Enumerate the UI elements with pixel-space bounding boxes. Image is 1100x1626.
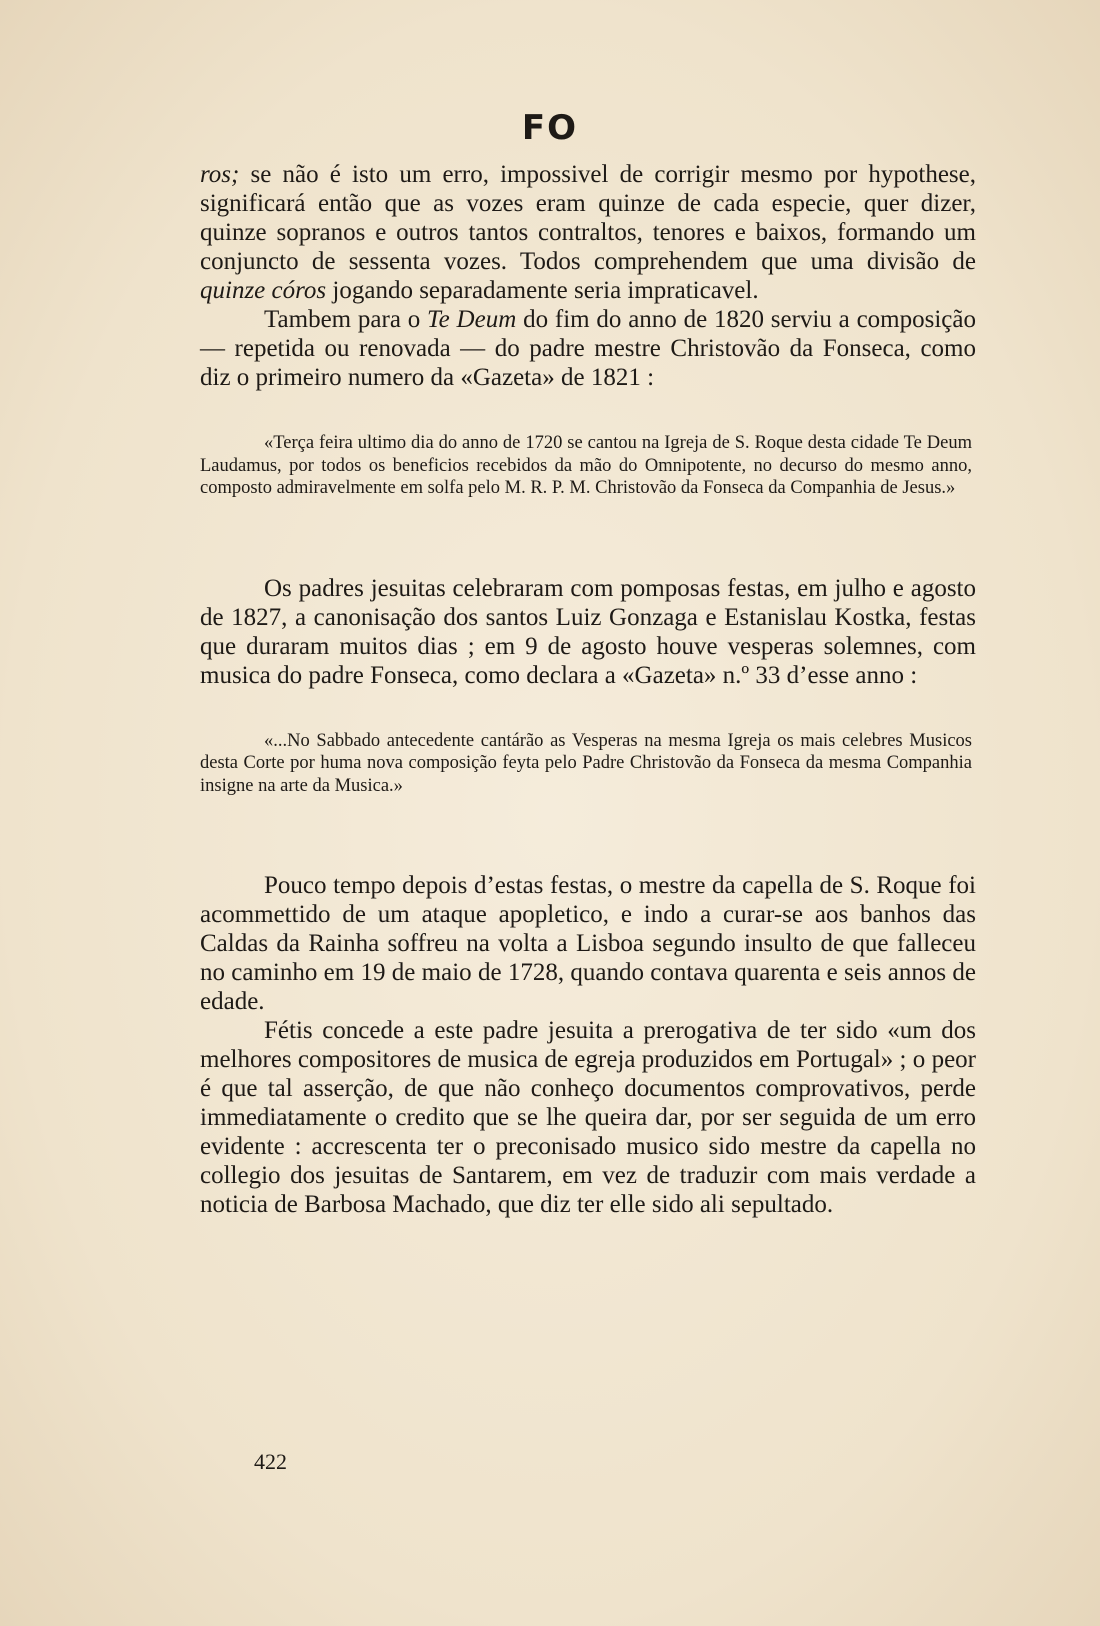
italic-fragment: quinze córos	[200, 277, 327, 304]
quotation-1: «Terça feira ultimo dia do anno de 1720 se cantou na Igreja de S. Roque desta cidade Te Deum Laudamus, por todos os beneficios recebidos da mão do Omnipotente, no decurso do mesmo anno, composto admiravelmente em solfa pelo M. R. P. M. Christovão da Fonseca da Companhia de Jesus.»	[200, 433, 972, 498]
text-fragment: Tambem para o	[264, 306, 428, 333]
quotation-2: «...No Sabbado antecedente cantárão as Vesperas na mesma Igreja os mais celebres Musicos desta Corte por huma nova composição feyta pelo Padre Christovão da Fonseca da mesma Companhia insigne na arte da Musica.»	[200, 730, 972, 796]
text-fragment: do fim do anno de 1820 serviu a composição — repetida ou renovada — do padre mestre Christovão da Fonseca, como diz o primeiro numero da «Gazeta» de 1821 :	[200, 306, 976, 391]
paragraph-1	[200, 160, 976, 305]
paragraph-5: Fétis concede a este padre jesuita a prerogativa de ter sido «um dos melhores compositores de musica de egreja produzidos em Portugal» ; o peor é que tal asserção, de que não conheço documentos comprovativos, perde immediatamente o credito que se lhe queira dar, por ser seguida de um erro evidente : accrescenta ter o preconisado musico sido mestre da capella no collegio dos jesuitas de Santarem, em vez de traduzir com mais verdade a noticia de Barbosa Machado, que diz ter elle sido ali sepultado.	[200, 1017, 976, 1218]
paragraph-3: Os padres jesuitas celebraram com pomposas festas, em julho e agosto de 1827, a canonisação dos santos Luiz Gonzaga e Estanislau Kostka, festas que duraram muitos dias ; em 9 de agosto houve vesperas solemnes, com musica do padre Fonseca, como declara a «Gazeta» n.º 33 d’esse anno :	[200, 574, 976, 689]
page-number: 422	[254, 1449, 287, 1474]
paragraph-4: Pouco tempo depois d’estas festas, o mestre da capella de S. Roque foi acommettido de um ataque apopletico, e indo a curar-se aos banhos das Caldas da Rainha soffreu na volta a Lisboa segundo insulto de que falleceu no caminho em 19 de maio de 1728, quando contava quarenta e seis annos de edade.	[200, 872, 976, 1015]
text-fragment: jogando separadamente seria impraticavel.	[326, 277, 759, 304]
paragraph-2	[200, 305, 976, 392]
text-fragment: se não é isto um erro, impossivel de corrigir mesmo por hypothese, significará então que as vozes eram quinze de cada especie, quer dizer, quinze sopranos e outros tantos contraltos, tenores e baixos, formando um conjuncto de sessenta vozes. Todos comprehendem que uma divisão de	[200, 161, 976, 275]
body-text	[200, 160, 976, 1219]
italic-fragment: Te Deum	[427, 306, 517, 333]
italic-fragment: ros;	[200, 161, 240, 188]
running-head: FO	[521, 108, 579, 148]
